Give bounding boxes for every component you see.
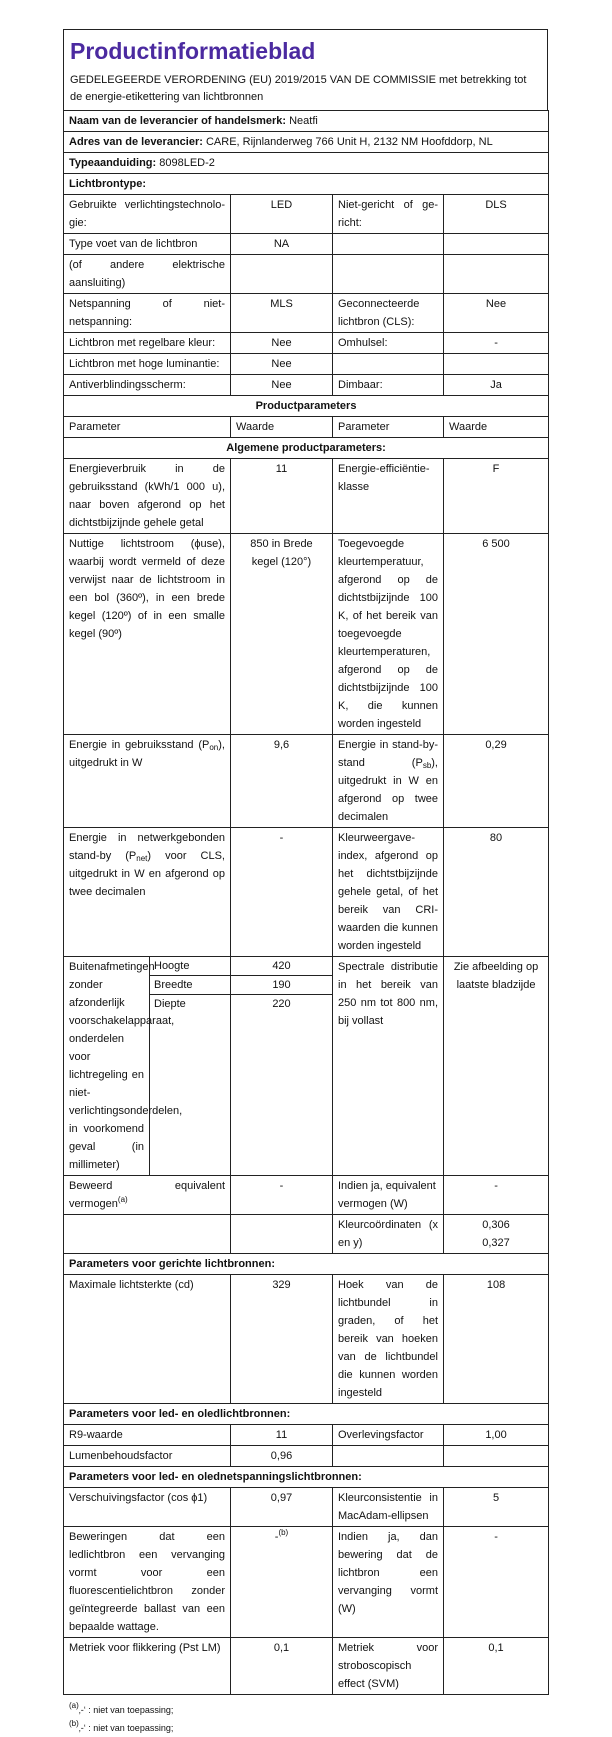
lightsource-type-row — [64, 255, 549, 294]
lst-value: Nee — [444, 294, 549, 333]
lightsource-type-row — [64, 333, 549, 354]
model-row — [64, 153, 549, 174]
flicker-label: Metriek voor flikkering (Pst LM) — [64, 1638, 231, 1695]
depth-value: 220 — [272, 998, 291, 1010]
lst-value: Nee — [231, 354, 333, 375]
pon-value: 9,6 — [231, 735, 333, 828]
column-header-row — [64, 417, 549, 438]
footnotes — [63, 1701, 548, 1737]
shift-value: 0,97 — [231, 1488, 333, 1527]
lst-value — [231, 255, 333, 294]
lst-param — [333, 354, 444, 375]
lst-value: Nee — [231, 375, 333, 396]
lst-value — [444, 255, 549, 294]
psb-label: Energie in stand-by-stand $(P_{sb})$, uitgedrukt in W en afgerond op twee decimalen — [333, 735, 444, 828]
lst-param: Dimbaar: — [333, 375, 444, 396]
regulation-text: GEDELEGEERDE VERORDENING (EU) 2019/2015 VAN DE COMMISSIE met betrekking tot de energie-etikettering van lichtbronnen — [70, 74, 527, 103]
equivalent-power-value: - — [231, 1176, 333, 1215]
col-value-1: Waarde — [231, 417, 333, 438]
flux-label: Nuttige lichtstroom (ϕuse), waarbij wordt vermeld of deze verwijst naar de lichtstroom in een bol (360º), in een brede kegel (120º) of in een smalle kegel (90º) — [64, 534, 231, 735]
lumen-row — [64, 1446, 549, 1467]
lightsource-type-row — [64, 375, 549, 396]
chromaticity-values — [444, 1215, 549, 1254]
lst-value: DLS — [444, 195, 549, 234]
equivalent-power-row — [64, 1176, 549, 1215]
equivalent-w-label: Indien ja, equivalent vermogen (W) — [333, 1176, 444, 1215]
led-mains-heading: Parameters voor led- en olednetspanningslichtbronnen: — [64, 1467, 549, 1488]
psb-value: 0,29 — [444, 735, 549, 828]
equivalent-w-value: - — [444, 1176, 549, 1215]
spectral-value: Zie afbeelding op laatste bladzijde — [444, 957, 549, 1176]
replacement-value: - — [444, 1527, 549, 1638]
flicker-value: 0,1 — [231, 1638, 333, 1695]
spectral-label: Spectrale distributie in het bereik van 250 nm tot 800 nm, bij vollast — [333, 957, 444, 1176]
lst-value: NA — [231, 234, 333, 255]
macadam-label: Kleurconsistentie in MacAdam-ellipsen — [333, 1488, 444, 1527]
product-params-heading: Productparameters — [64, 396, 549, 417]
flicker-row — [64, 1638, 549, 1695]
lst-value — [444, 354, 549, 375]
pon-row — [64, 735, 549, 828]
info-table — [63, 110, 549, 1695]
address-row — [64, 132, 549, 153]
pnet-row — [64, 828, 549, 957]
lightsource-type-row — [64, 354, 549, 375]
macadam-value: 5 — [444, 1488, 549, 1527]
led-header-row — [64, 1404, 549, 1425]
lst-param — [333, 234, 444, 255]
claims-value: -$^{(b)}$ — [231, 1527, 333, 1638]
product-info-sheet — [63, 29, 548, 1737]
lst-value — [444, 234, 549, 255]
model-value: 8098LED-2 — [159, 157, 215, 169]
lst-param: Gebruikte verlichtingstechnolo-gie: — [64, 195, 231, 234]
pnet-value: - — [231, 828, 333, 957]
lightsource-type-row — [64, 195, 549, 234]
width-label: Breedte — [150, 976, 230, 995]
footnote-a: (a)‚-‘ : niet van toepassing; — [69, 1701, 174, 1715]
color-temp-label: Toegevoegde kleurtemperatuur, afgerond op de dichtstbijzijnde 100 K, of het bereik van toegevoegde kleurtemperaturen, afgerond op de dichtstbijzijnde 100 K, die kunnen worden ingesteld — [333, 534, 444, 735]
lst-value: Nee — [231, 333, 333, 354]
col-parameter-1: Parameter — [64, 417, 231, 438]
lightsource-type-row — [64, 174, 549, 195]
address-value: CARE, Rijnlanderweg 766 Unit H, 2132 NM Hoofddorp, NL — [205, 136, 493, 148]
efficiency-class-value: F — [444, 459, 549, 534]
efficiency-class-label: Energie-efficiëntie-klasse — [333, 459, 444, 534]
chromaticity-x: 0,306 — [482, 1219, 510, 1231]
flux-row — [64, 534, 549, 735]
lst-param: (of andere elektrische aansluiting) — [64, 255, 231, 294]
lst-value: Ja — [444, 375, 549, 396]
survival-value: 1,00 — [444, 1425, 549, 1446]
lst-value: - — [444, 333, 549, 354]
address-label: Adres van de leverancier: — [69, 136, 203, 148]
lst-param: Omhulsel: — [333, 333, 444, 354]
header-block — [63, 29, 548, 110]
energy-use-label: Energieverbruik in de gebruiksstand (kWh/1 000 u), naar boven afgerond op het dichtstbijzijnde gehele getal — [64, 459, 231, 534]
equivalent-power-label: Beweerd equivalent vermogen$^{(a)}$ — [64, 1176, 231, 1215]
beam-angle-label: Hoek van de lichtbundel in graden, of het bereik van hoeken van de lichtbundel die kunnen worden ingesteld — [333, 1275, 444, 1404]
lst-param — [333, 255, 444, 294]
beam-angle-value: 108 — [444, 1275, 549, 1404]
shift-row — [64, 1488, 549, 1527]
shift-label: Verschuivingsfactor (cos ϕ1) — [64, 1488, 231, 1527]
pon-label: Energie in gebruiksstand $(P_{on})$, uitgedrukt in W — [64, 735, 231, 828]
footnote-b: (b)‚-‘ : niet van toepassing; — [69, 1719, 174, 1733]
lst-param: Niet-gericht of ge-richt: — [333, 195, 444, 234]
replacement-label: Indien ja, dan bewering dat de lichtbron een vervanging vormt (W) — [333, 1527, 444, 1638]
chromaticity-label: Kleurcoördinaten (x en y) — [333, 1215, 444, 1254]
lst-value: MLS — [231, 294, 333, 333]
lightsource-type-row — [64, 294, 549, 333]
dimensions-row — [64, 957, 549, 1176]
flux-value: 850 in Brede kegel (120°) — [231, 534, 333, 735]
lumen-label: Lumenbehoudsfactor — [64, 1446, 231, 1467]
directional-header-row — [64, 1254, 549, 1275]
col-parameter-2: Parameter — [333, 417, 444, 438]
lst-param: Netspanning of niet-netspanning: — [64, 294, 231, 333]
led-mains-header-row — [64, 1467, 549, 1488]
model-label: Typeaanduiding: — [69, 157, 157, 169]
lst-value: LED — [231, 195, 333, 234]
cri-label: Kleurweergave-index, afgerond op het dichtstbijzijnde gehele getal, of het bereik van CRI-waarden die kunnen worden ingesteld — [333, 828, 444, 957]
led-heading: Parameters voor led- en oledlichtbronnen: — [64, 1404, 549, 1425]
color-temp-value: 6 500 — [444, 534, 549, 735]
claims-row — [64, 1527, 549, 1638]
lst-param: Antiverblindingsscherm: — [64, 375, 231, 396]
pnet-label: Energie in netwerkgebonden stand-by $(P_{net})$ voor CLS, uitgedrukt in W en afgerond op twee decimalen — [64, 828, 231, 957]
r9-value: 11 — [231, 1425, 333, 1446]
height-value: 420 — [231, 957, 332, 976]
supplier-label: Naam van de leverancier of handelsmerk: — [69, 115, 287, 127]
chromaticity-y: 0,327 — [482, 1237, 510, 1249]
lst-param: Lichtbron met hoge luminantie: — [64, 354, 231, 375]
r9-label: R9-waarde — [64, 1425, 231, 1446]
lightsource-type-rows — [64, 195, 549, 396]
page-title: Productinformatieblad — [70, 38, 316, 64]
height-label: Hoogte — [150, 957, 230, 976]
energy-use-value: 11 — [231, 459, 333, 534]
product-params-row — [64, 396, 549, 417]
supplier-row — [64, 111, 549, 132]
lst-param: Type voet van de lichtbron — [64, 234, 231, 255]
energy-use-row — [64, 459, 549, 534]
lightsource-type-heading: Lichtbrontype: — [64, 174, 549, 195]
supplier-value: Neatfi — [289, 115, 318, 127]
lumen-value: 0,96 — [231, 1446, 333, 1467]
svm-value: 0,1 — [444, 1638, 549, 1695]
general-params-row — [64, 438, 549, 459]
max-intensity-value: 329 — [231, 1275, 333, 1404]
depth-label: Diepte — [154, 998, 186, 1010]
r9-row — [64, 1425, 549, 1446]
dimensions-label: Buitenafmetingen zonder afzonderlijk voorschakelapparaat, onderdelen voor lichtregeling en niet-verlichtingsonderdelen, in voorkomend geval (in millimeter) — [64, 957, 150, 1175]
lightsource-type-row — [64, 234, 549, 255]
directional-heading: Parameters voor gerichte lichtbronnen: — [64, 1254, 549, 1275]
col-value-2: Waarde — [444, 417, 549, 438]
general-params-heading: Algemene productparameters: — [64, 438, 549, 459]
svm-label: Metriek voor stroboscopisch effect (SVM) — [333, 1638, 444, 1695]
claims-label: Beweringen dat een ledlichtbron een vervanging vormt voor een fluorescentielichtbron zonder geïntegreerde ballast van een bepaalde wattage. — [64, 1527, 231, 1638]
chromaticity-row — [64, 1215, 549, 1254]
lst-param: Geconnecteerde lichtbron (CLS): — [333, 294, 444, 333]
directional-row — [64, 1275, 549, 1404]
max-intensity-label: Maximale lichtsterkte (cd) — [64, 1275, 231, 1404]
width-value: 190 — [231, 976, 332, 995]
lst-param: Lichtbron met regelbare kleur: — [64, 333, 231, 354]
cri-value: 80 — [444, 828, 549, 957]
survival-label: Overlevingsfactor — [333, 1425, 444, 1446]
